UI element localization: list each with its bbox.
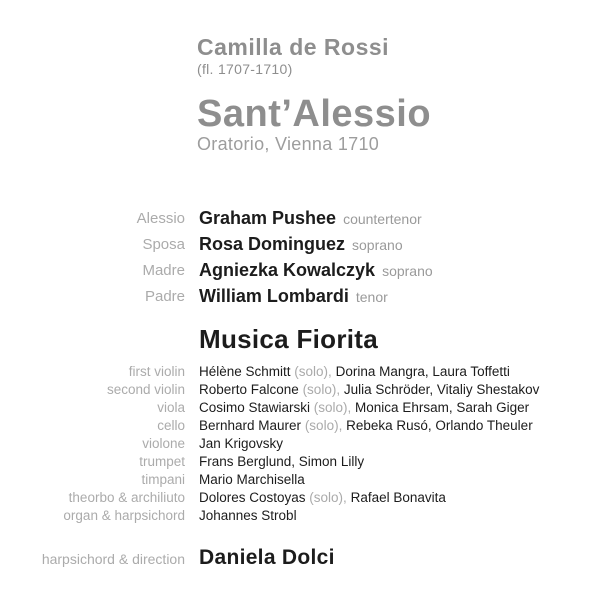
ensemble-list bbox=[0, 363, 600, 525]
instrument-label: organ & harpsichord bbox=[63, 508, 185, 523]
performers-segment: Rafael Bonavita bbox=[346, 490, 446, 505]
performers-segment: Dolores Costoyas bbox=[199, 490, 310, 505]
performers bbox=[199, 453, 600, 471]
performers-segment: Mario Marchisella bbox=[199, 472, 305, 487]
header bbox=[197, 34, 431, 154]
ensemble-row bbox=[0, 363, 600, 381]
role-label: Padre bbox=[144, 288, 185, 305]
work-title: Sant’Alessio bbox=[197, 93, 432, 135]
cast-row bbox=[0, 206, 600, 232]
instrument-label: cello bbox=[157, 418, 185, 433]
cast-entry bbox=[199, 206, 600, 232]
performer-name: Graham Pushee bbox=[199, 208, 337, 228]
performers-segment: Hélène Schmitt bbox=[199, 364, 295, 379]
performers bbox=[199, 399, 600, 417]
performers-segment: (solo), bbox=[294, 364, 332, 379]
performers-segment: (solo), bbox=[304, 418, 343, 433]
cast-entry bbox=[199, 232, 600, 258]
performers-segment: (solo), bbox=[302, 382, 341, 397]
voice-type: countertenor bbox=[343, 211, 422, 227]
performer-name: Rosa Dominguez bbox=[199, 234, 346, 254]
cast-entry bbox=[199, 284, 600, 310]
performer-name: Agniezka Kowalczyk bbox=[199, 260, 376, 280]
instrument-label: theorbo & archiliuto bbox=[68, 490, 185, 505]
instrument-label: first violin bbox=[128, 364, 185, 379]
performers-segment: Julia Schröder, Vitaliy Shestakov bbox=[340, 382, 540, 397]
performers-segment: Johannes Strobl bbox=[199, 508, 297, 523]
role-label: Madre bbox=[142, 262, 185, 279]
cast-list bbox=[0, 206, 600, 310]
ensemble-name: Musica Fiorita bbox=[199, 324, 379, 354]
performers-segment: (solo), bbox=[313, 400, 352, 415]
ensemble-row bbox=[0, 453, 600, 471]
performers bbox=[199, 417, 600, 435]
performer-name: William Lombardi bbox=[199, 286, 349, 306]
performers bbox=[199, 363, 600, 381]
performers bbox=[199, 381, 600, 399]
role-label: Alessio bbox=[136, 210, 185, 227]
performers-segment: Dorina Mangra, Laura Toffetti bbox=[331, 364, 510, 379]
performers-segment: (solo), bbox=[309, 490, 347, 505]
performers-segment: Rebeka Rusó, Orlando Theuler bbox=[342, 418, 533, 433]
cast-row bbox=[0, 232, 600, 258]
direction-section bbox=[0, 546, 600, 571]
ensemble-row bbox=[0, 417, 600, 435]
performers-segment: Bernhard Maurer bbox=[199, 418, 305, 433]
instrument-label: violone bbox=[142, 436, 185, 451]
instrument-label: viola bbox=[157, 400, 185, 415]
ensemble-row bbox=[0, 507, 600, 525]
cast-row bbox=[0, 258, 600, 284]
voice-type: tenor bbox=[355, 289, 388, 305]
performers-segment: Frans Berglund, Simon Lilly bbox=[199, 454, 365, 469]
composer-name: Camilla de Rossi bbox=[197, 34, 390, 60]
performers bbox=[199, 471, 600, 489]
voice-type: soprano bbox=[382, 263, 433, 279]
performers-segment: Jan Krigovsky bbox=[199, 436, 284, 451]
instrument-label: second violin bbox=[106, 382, 185, 397]
performers-segment: Cosimo Stawiarski bbox=[199, 400, 314, 415]
performers bbox=[199, 507, 600, 525]
direction-row bbox=[0, 546, 600, 571]
ensemble-row bbox=[0, 489, 600, 507]
direction-label: harpsichord & direction bbox=[41, 551, 185, 567]
performers-segment: Roberto Falcone bbox=[199, 382, 303, 397]
instrument-label: timpani bbox=[141, 472, 185, 487]
ensemble-row bbox=[0, 435, 600, 453]
role-label: Sposa bbox=[142, 236, 185, 253]
work-subtitle: Oratorio, Vienna 1710 bbox=[197, 134, 380, 154]
voice-type: soprano bbox=[352, 237, 403, 253]
ensemble-row bbox=[0, 399, 600, 417]
cast-entry bbox=[199, 258, 600, 284]
performers bbox=[199, 435, 600, 453]
performers-segment: Monica Ehrsam, Sarah Giger bbox=[351, 400, 530, 415]
director-name: Daniela Dolci bbox=[199, 546, 335, 569]
composer-dates: (fl. 1707-1710) bbox=[197, 61, 293, 77]
performers bbox=[199, 489, 600, 507]
instrument-label: trumpet bbox=[139, 454, 185, 469]
cast-row bbox=[0, 284, 600, 310]
ensemble-row bbox=[0, 381, 600, 399]
ensemble-row bbox=[0, 471, 600, 489]
